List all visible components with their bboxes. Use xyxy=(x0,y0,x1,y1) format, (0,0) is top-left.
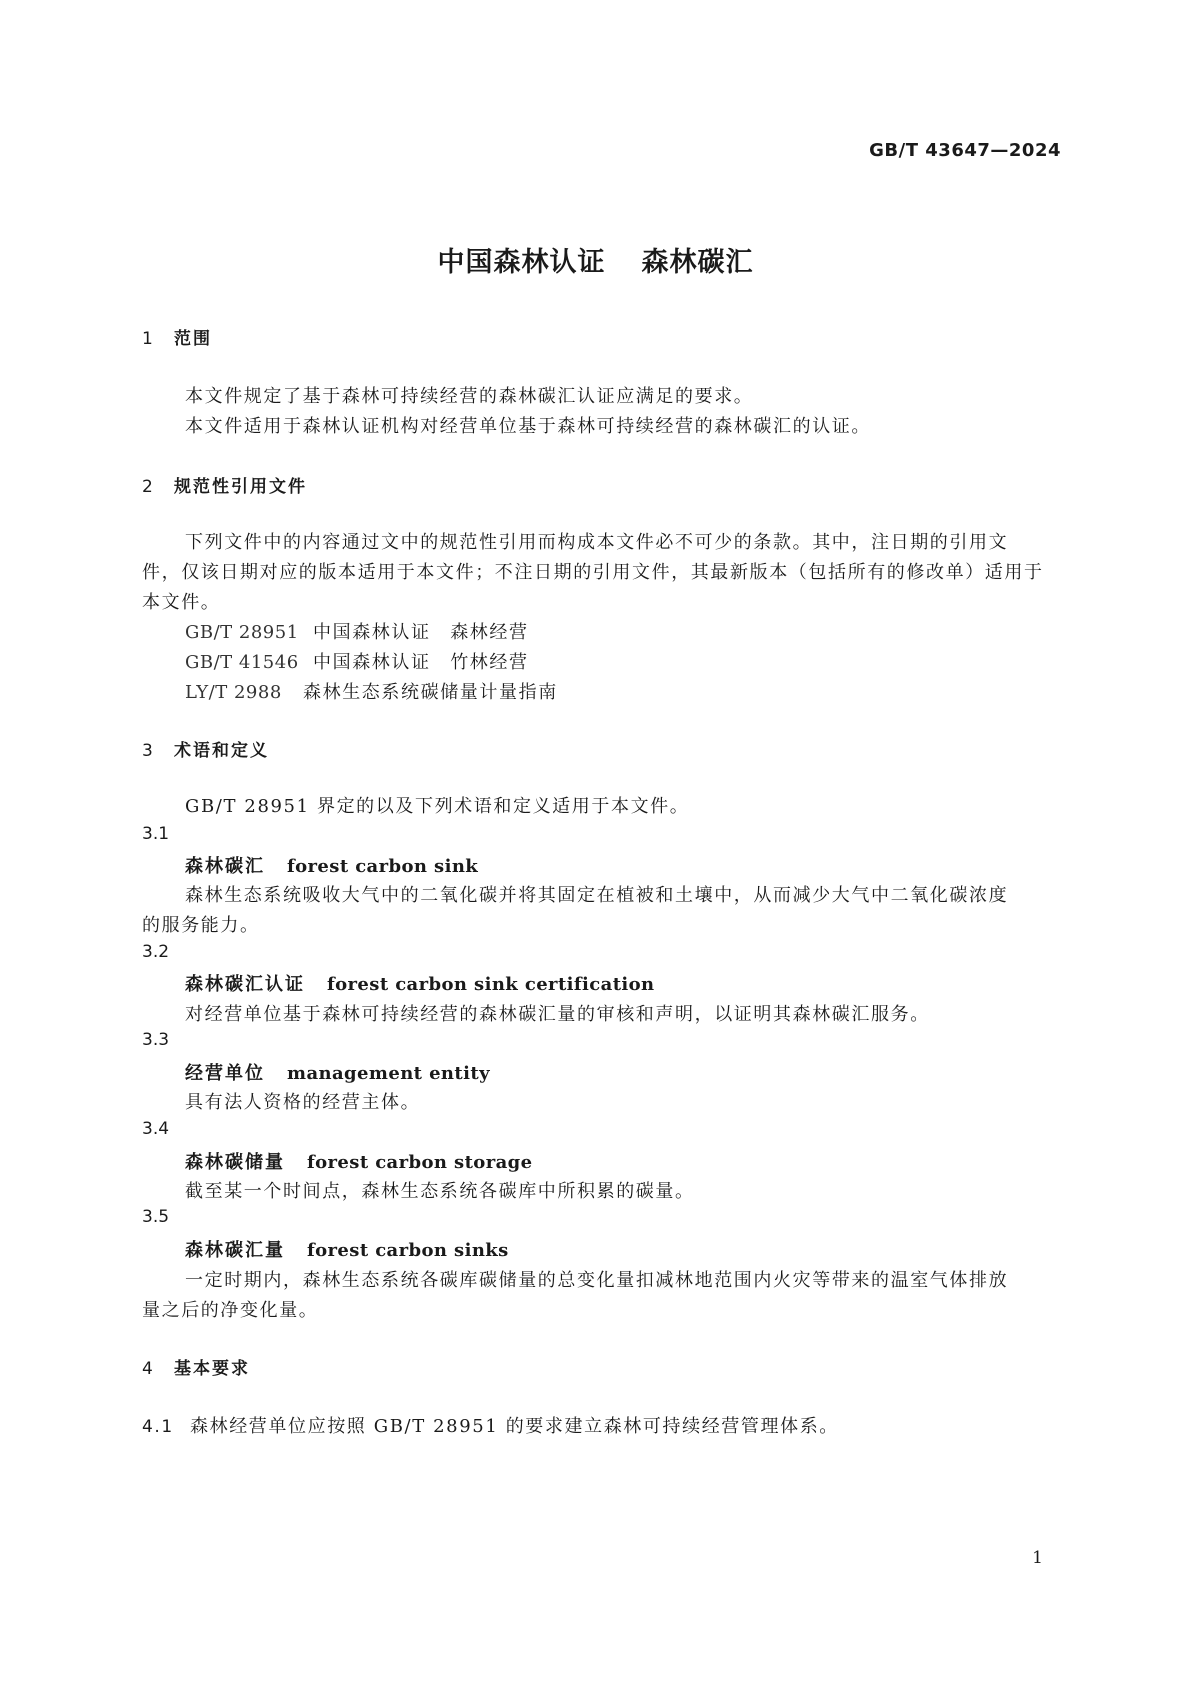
scope-paragraph-1: 本文件规定了基于森林可持续经营的森林碳汇认证应满足的要求。 xyxy=(185,386,754,407)
term-heading xyxy=(185,1236,509,1262)
clause-number: 4.1 xyxy=(142,1417,174,1437)
section-number: 2 xyxy=(142,477,153,497)
section-title: 规范性引用文件 xyxy=(174,477,307,497)
title-part-1: 中国森林认证 xyxy=(437,247,606,278)
term-en: forest carbon storage xyxy=(307,1152,533,1173)
term-definition-line-1: 一定时期内，森林生态系统各碳库碳储量的总变化量扣减林地范围内火灾等带来的温室气体排放 xyxy=(185,1270,1009,1291)
term-heading xyxy=(185,970,655,996)
section-number: 4 xyxy=(142,1359,153,1379)
section-3-heading xyxy=(142,736,269,761)
reference-code: LY/T 2988 xyxy=(185,682,282,703)
reference-title: 中国森林认证 森林经营 xyxy=(313,622,529,643)
term-en: management entity xyxy=(287,1063,490,1084)
reference-code: GB/T 41546 xyxy=(185,652,299,673)
reference-title: 森林生态系统碳储量计量指南 xyxy=(303,682,558,703)
term-definition-line-2: 量之后的净变化量。 xyxy=(142,1300,319,1321)
section-number: 3 xyxy=(142,741,153,761)
term-zh: 森林碳汇认证 xyxy=(185,974,305,995)
section-title: 基本要求 xyxy=(174,1359,250,1379)
scope-paragraph-2: 本文件适用于森林认证机构对经营单位基于森林可持续经营的森林碳汇的认证。 xyxy=(185,416,871,437)
standard-code: GB/T 43647—2024 xyxy=(869,140,1061,161)
reference-code: GB/T 28951 xyxy=(185,622,299,643)
term-zh: 森林碳汇 xyxy=(185,856,265,877)
term-definition-line-2: 的服务能力。 xyxy=(142,915,260,936)
clause-text: 森林经营单位应按照 GB/T 28951 的要求建立森林可持续经营管理体系。 xyxy=(190,1416,839,1437)
references-intro-line-3: 本文件。 xyxy=(142,592,221,613)
term-definition-line-1: 森林生态系统吸收大气中的二氧化碳并将其固定在植被和土壤中，从而减少大气中二氧化碳浓度 xyxy=(185,885,1009,906)
section-4-heading xyxy=(142,1354,250,1379)
term-heading xyxy=(185,1059,490,1085)
section-number: 1 xyxy=(142,329,153,349)
references-intro-line-2: 件，仅该日期对应的版本适用于本文件；不注日期的引用文件，其最新版本（包括所有的修改单）适用于 xyxy=(142,562,1044,583)
term-index: 3.5 xyxy=(142,1207,170,1227)
term-heading xyxy=(185,1148,533,1174)
term-en: forest carbon sink certification xyxy=(327,974,655,995)
term-index: 3.3 xyxy=(142,1030,170,1050)
term-zh: 经营单位 xyxy=(185,1063,265,1084)
term-definition-line-1: 对经营单位基于森林可持续经营的森林碳汇量的审核和声明，以证明其森林碳汇服务。 xyxy=(185,1004,930,1025)
page-number: 1 xyxy=(1032,1548,1043,1568)
terms-intro: GB/T 28951 界定的以及下列术语和定义适用于本文件。 xyxy=(185,796,690,817)
term-zh: 森林碳汇量 xyxy=(185,1240,285,1261)
section-title: 范围 xyxy=(174,329,212,349)
term-en: forest carbon sink xyxy=(287,856,479,877)
references-intro-line-1: 下列文件中的内容通过文中的规范性引用而构成本文件必不可少的条款。其中，注日期的引用文 xyxy=(185,532,1009,553)
document-title xyxy=(0,240,1191,279)
term-definition-line-1: 具有法人资格的经营主体。 xyxy=(185,1092,421,1113)
section-title: 术语和定义 xyxy=(174,741,269,761)
reference-item xyxy=(185,618,529,644)
term-zh: 森林碳储量 xyxy=(185,1152,285,1173)
term-index: 3.4 xyxy=(142,1119,170,1139)
term-index: 3.2 xyxy=(142,942,170,962)
reference-title: 中国森林认证 竹林经营 xyxy=(313,652,529,673)
reference-item xyxy=(185,678,558,704)
title-part-2: 森林碳汇 xyxy=(641,247,754,278)
section-1-heading xyxy=(142,324,212,349)
section-2-heading xyxy=(142,472,307,497)
clause-4-1 xyxy=(142,1412,839,1438)
term-index: 3.1 xyxy=(142,824,170,844)
term-en: forest carbon sinks xyxy=(307,1240,509,1261)
reference-item xyxy=(185,648,529,674)
term-definition-line-1: 截至某一个时间点，森林生态系统各碳库中所积累的碳量。 xyxy=(185,1181,695,1202)
term-heading xyxy=(185,852,478,878)
